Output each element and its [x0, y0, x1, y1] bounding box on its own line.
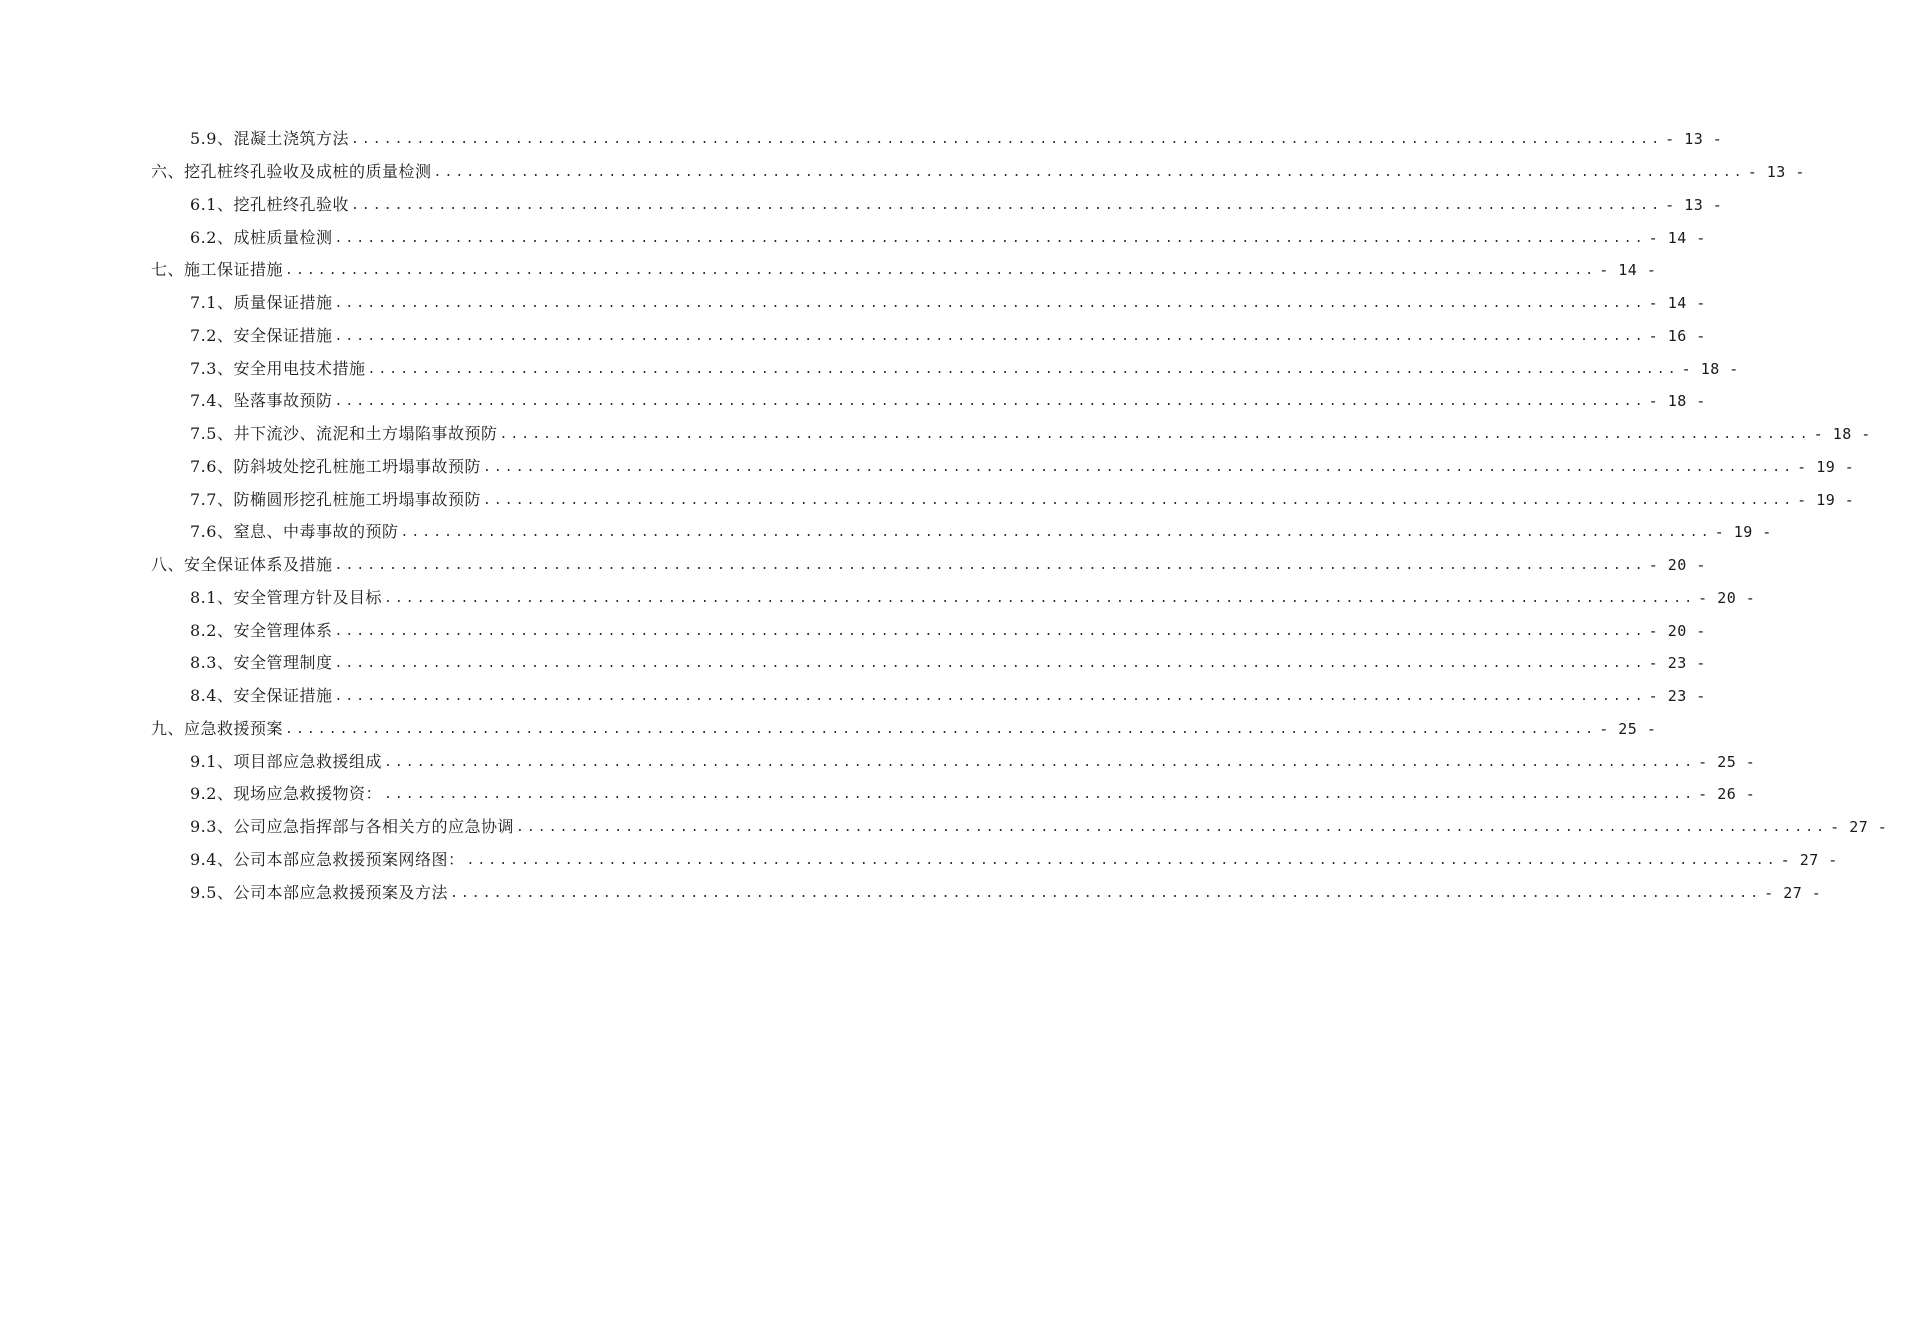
toc-entry[interactable]: [0, 320, 1706, 353]
toc-leader-dots: ........................................................................................................................: [334, 558, 1646, 574]
toc-leader-dots: ........................................................................................................................: [350, 132, 1663, 148]
toc-entry-title: 八、安全保证体系及措施: [151, 555, 333, 575]
toc-entry[interactable]: [0, 451, 1855, 484]
toc-entry[interactable]: [0, 287, 1706, 320]
toc-entry[interactable]: [0, 221, 1706, 254]
toc-leader-dots: ........................................................................................................................: [383, 787, 1696, 803]
toc-entry-title: 7.3、安全用电技术措施: [190, 358, 366, 378]
toc-leader-dots: ........................................................................................................................: [515, 820, 1828, 836]
toc-entry-page: - 19 -: [1714, 523, 1772, 542]
toc-entry-page: - 20 -: [1648, 621, 1706, 640]
toc-entry-page: - 14 -: [1648, 294, 1706, 313]
toc-entry-title: 9.5、公司本部应急救援预案及方法: [190, 882, 448, 902]
toc-leader-dots: ........................................................................................................................: [499, 427, 1811, 443]
toc-entry-title: 7.7、防椭圆形挖孔桩施工坍塌事故预防: [190, 489, 481, 509]
toc-entry[interactable]: [0, 156, 1805, 189]
toc-entry-title: 七、施工保证措施: [151, 260, 284, 280]
toc-leader-dots: ........................................................................................................................: [334, 656, 1646, 672]
toc-entry-page: - 23 -: [1648, 654, 1706, 673]
toc-entry[interactable]: [0, 483, 1855, 516]
toc-leader-dots: ........................................................................................................................: [334, 689, 1646, 705]
toc-entry-page: - 14 -: [1599, 261, 1657, 280]
toc-entry[interactable]: [0, 811, 1888, 844]
toc-leader-dots: ........................................................................................................................: [383, 754, 1696, 770]
toc-entry-page: - 25 -: [1599, 719, 1657, 738]
toc-leader-dots: ........................................................................................................................: [466, 852, 1778, 868]
toc-leader-dots: ........................................................................................................................: [433, 165, 1745, 181]
toc-entry[interactable]: [0, 418, 1871, 451]
toc-leader-dots: ........................................................................................................................: [449, 885, 1762, 901]
toc-leader-dots: ........................................................................................................................: [482, 492, 1795, 508]
toc-entry-title: 7.6、防斜坡处挖孔桩施工坍塌事故预防: [190, 456, 481, 476]
toc-entry-page: - 13 -: [1665, 195, 1723, 214]
toc-entry-title: 6.1、挖孔桩终孔验收: [190, 194, 349, 214]
toc-entry-page: - 14 -: [1648, 228, 1706, 247]
table-of-contents: [0, 123, 1888, 909]
toc-leader-dots: ........................................................................................................................: [367, 361, 1679, 377]
toc-leader-dots: ........................................................................................................................: [334, 623, 1646, 639]
toc-entry[interactable]: [0, 614, 1706, 647]
toc-entry[interactable]: [0, 352, 1739, 385]
toc-entry[interactable]: [0, 778, 1756, 811]
toc-entry[interactable]: [0, 123, 1723, 156]
toc-leader-dots: ........................................................................................................................: [334, 394, 1646, 410]
toc-entry-page: - 26 -: [1698, 785, 1756, 804]
toc-entry-page: - 18 -: [1681, 359, 1739, 378]
toc-leader-dots: ........................................................................................................................: [334, 328, 1646, 344]
toc-entry[interactable]: [0, 745, 1756, 778]
toc-entry[interactable]: [0, 549, 1706, 582]
toc-entry-title: 7.2、安全保证措施: [190, 325, 333, 345]
toc-entry-title: 8.2、安全管理体系: [190, 620, 333, 640]
toc-entry[interactable]: [0, 189, 1723, 222]
toc-entry[interactable]: [0, 680, 1706, 713]
toc-entry-page: - 19 -: [1797, 457, 1855, 476]
toc-leader-dots: ........................................................................................................................: [482, 459, 1795, 475]
toc-entry[interactable]: [0, 385, 1706, 418]
toc-entry-page: - 19 -: [1797, 490, 1855, 509]
toc-entry-title: 7.6、窒息、中毒事故的预防: [190, 522, 399, 542]
toc-entry-title: 六、挖孔桩终孔验收及成桩的质量检测: [151, 162, 432, 182]
toc-leader-dots: ........................................................................................................................: [400, 525, 1712, 541]
toc-entry-title: 5.9、混凝土浇筑方法: [190, 129, 349, 149]
toc-entry-page: - 23 -: [1648, 687, 1706, 706]
toc-entry-page: - 25 -: [1698, 752, 1756, 771]
toc-entry[interactable]: [0, 876, 1822, 909]
toc-entry[interactable]: [0, 254, 1657, 287]
toc-leader-dots: ........................................................................................................................: [350, 197, 1663, 213]
toc-entry[interactable]: [0, 516, 1772, 549]
toc-entry-title: 9.4、公司本部应急救援预案网络图：: [190, 849, 465, 869]
toc-entry-page: - 16 -: [1648, 326, 1706, 345]
toc-entry-page: - 20 -: [1698, 588, 1756, 607]
toc-entry-title: 7.1、质量保证措施: [190, 293, 333, 313]
toc-entry-title: 9.1、项目部应急救援组成: [190, 751, 382, 771]
toc-entry-page: - 18 -: [1648, 392, 1706, 411]
toc-entry-title: 9.3、公司应急指挥部与各相关方的应急协调: [190, 817, 514, 837]
toc-leader-dots: ........................................................................................................................: [285, 263, 1597, 279]
toc-entry-title: 8.4、安全保证措施: [190, 686, 333, 706]
toc-entry-title: 6.2、成桩质量检测: [190, 227, 333, 247]
toc-entry-page: - 27 -: [1780, 850, 1838, 869]
toc-entry-page: - 27 -: [1764, 883, 1822, 902]
toc-entry-title: 九、应急救援预案: [151, 718, 284, 738]
toc-entry[interactable]: [0, 647, 1706, 680]
toc-entry-title: 9.2、现场应急救援物资：: [190, 784, 382, 804]
toc-entry[interactable]: [0, 582, 1756, 615]
toc-entry[interactable]: [0, 844, 1838, 877]
toc-entry-page: - 27 -: [1830, 818, 1888, 837]
toc-leader-dots: ........................................................................................................................: [334, 230, 1646, 246]
toc-leader-dots: ........................................................................................................................: [383, 590, 1696, 606]
toc-entry-page: - 18 -: [1813, 425, 1871, 444]
toc-leader-dots: ........................................................................................................................: [285, 721, 1597, 737]
toc-entry-title: 7.4、坠落事故预防: [190, 391, 333, 411]
toc-entry-page: - 20 -: [1648, 556, 1706, 575]
toc-entry-title: 8.1、安全管理方针及目标: [190, 587, 382, 607]
toc-entry-title: 7.5、井下流沙、流泥和土方塌陷事故预防: [190, 424, 498, 444]
toc-entry-page: - 13 -: [1665, 130, 1723, 149]
toc-entry[interactable]: [0, 713, 1657, 746]
toc-entry-title: 8.3、安全管理制度: [190, 653, 333, 673]
toc-entry-page: - 13 -: [1747, 163, 1805, 182]
toc-leader-dots: ........................................................................................................................: [334, 296, 1646, 312]
